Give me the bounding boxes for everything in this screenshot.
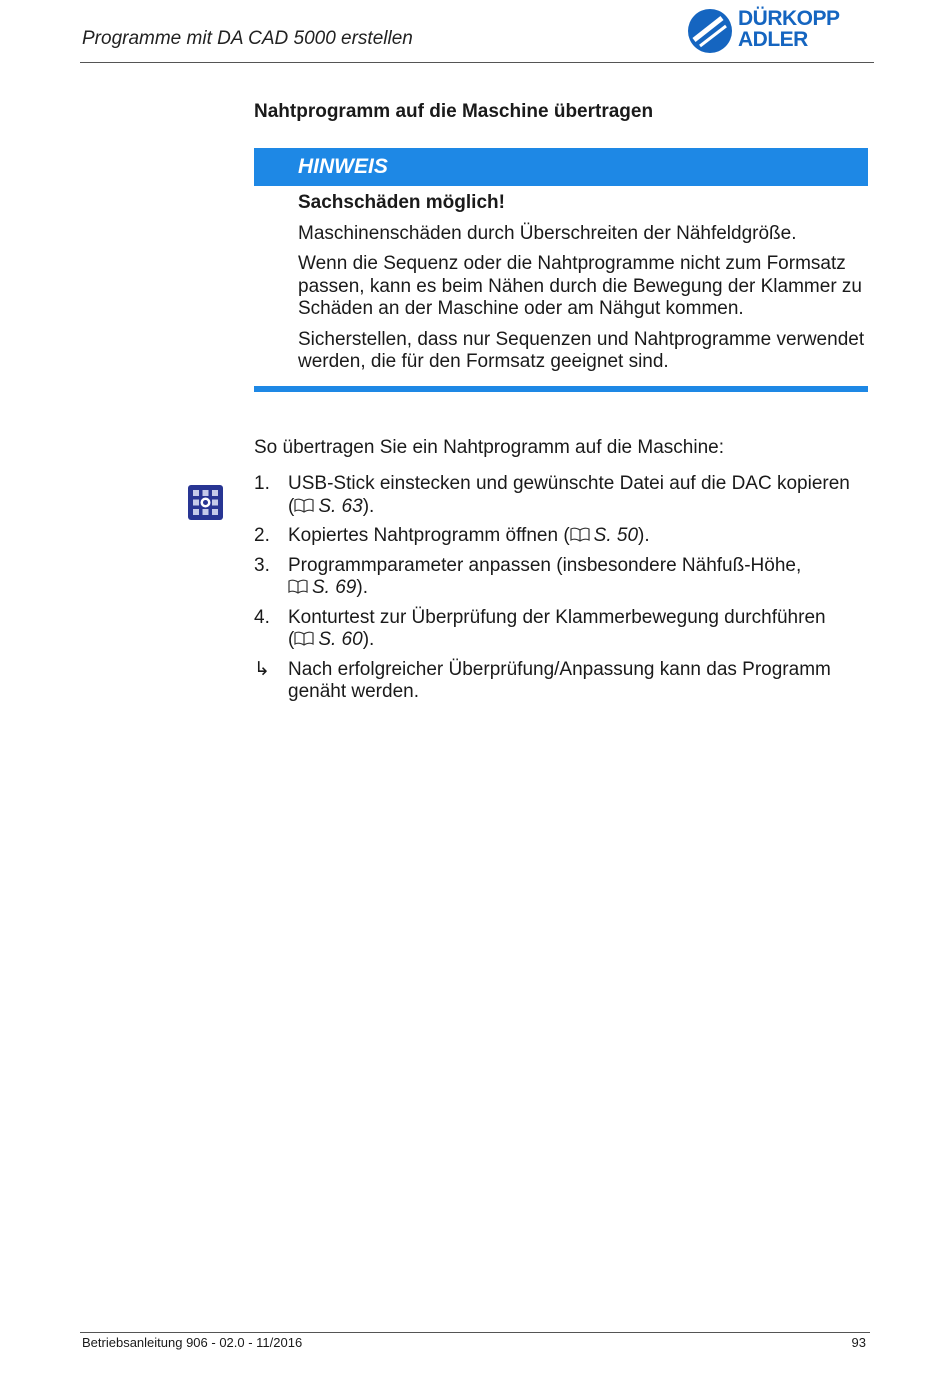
ref-open: (: [563, 525, 570, 546]
book-icon: [570, 527, 590, 542]
page-reference-link[interactable]: S. 50: [593, 525, 639, 546]
footer-page-number: 93: [851, 1335, 866, 1350]
notice-label: HINWEIS: [254, 148, 868, 186]
step-text: USB-Stick einstecken und gewünschte Datei auf die DAC kopieren: [288, 473, 850, 494]
step-number: 3.: [254, 554, 270, 576]
ref-close: ).: [356, 577, 368, 598]
control-panel-icon: [188, 485, 223, 520]
instruction-steps: [254, 473, 868, 711]
step-item: [254, 525, 868, 548]
ref-close: ).: [362, 629, 375, 650]
footer-document-id: Betriebsanleitung 906 - 02.0 - 11/2016: [82, 1335, 303, 1350]
result-text: Nach erfolgreicher Überprüfung/Anpassung kann das Programm genäht werden.: [288, 658, 831, 702]
logo-line-2: ADLER: [738, 28, 808, 51]
result-arrow-icon: ↳: [254, 658, 270, 680]
step-number: 4.: [254, 606, 270, 628]
notice-body: [254, 186, 868, 374]
step-text: Programmparameter anpassen (insbesondere Nähfuß-Höhe,: [288, 554, 802, 576]
notice-bottom-bar: [254, 386, 868, 392]
notice-paragraph: Sicherstellen, dass nur Sequenzen und Nahtprogramme verwendet werden, die für den Formsatz geeignet sind.: [298, 328, 865, 372]
header-divider: [80, 62, 874, 63]
step-item: [254, 607, 868, 652]
page-reference-link[interactable]: S. 63: [318, 495, 363, 517]
book-icon: [294, 631, 314, 646]
step-number: 2.: [254, 525, 270, 546]
page-reference-link[interactable]: S. 69: [312, 577, 357, 598]
notice-heading: Sachschäden möglich!: [298, 192, 505, 213]
logo-wordmark: [738, 8, 840, 50]
ref-open: (: [288, 495, 295, 517]
step-text: Kopiertes Nahtprogramm öffnen: [288, 525, 559, 546]
logo-line-1: DÜRKOPP: [738, 7, 840, 30]
footer-divider: [80, 1332, 870, 1333]
step-result: [254, 659, 868, 704]
section-title: Nahtprogramm auf die Maschine übertragen: [254, 101, 654, 122]
page-reference-link[interactable]: S. 60: [318, 629, 363, 650]
book-icon: [288, 579, 308, 594]
notice-paragraph: Wenn die Sequenz oder die Nahtprogramme nicht zum Formsatz passen, kann es beim Nähen durch die Bewegung der Klammer zu Schäden an der Maschine oder am Nähgut kommen.: [298, 253, 862, 319]
notice-paragraph: Maschinenschäden durch Überschreiten der Nähfeldgröße.: [298, 222, 797, 244]
company-logo: [686, 8, 872, 54]
ref-close: ).: [362, 495, 375, 517]
step-text: Konturtest zur Überprüfung der Klammerbewegung durchführen: [288, 606, 826, 628]
step-item: [254, 555, 868, 600]
step-number: 1.: [254, 473, 270, 494]
book-icon: [294, 498, 314, 513]
header-title: Programme mit DA CAD 5000 erstellen: [82, 28, 413, 49]
ref-open: (: [288, 629, 295, 650]
notice-box: [254, 148, 868, 392]
ref-close: ).: [638, 525, 650, 546]
logo-mark-icon: [686, 8, 734, 54]
instruction-intro: So übertragen Sie ein Nahtprogramm auf die Maschine:: [254, 437, 724, 458]
step-item: [254, 473, 868, 518]
